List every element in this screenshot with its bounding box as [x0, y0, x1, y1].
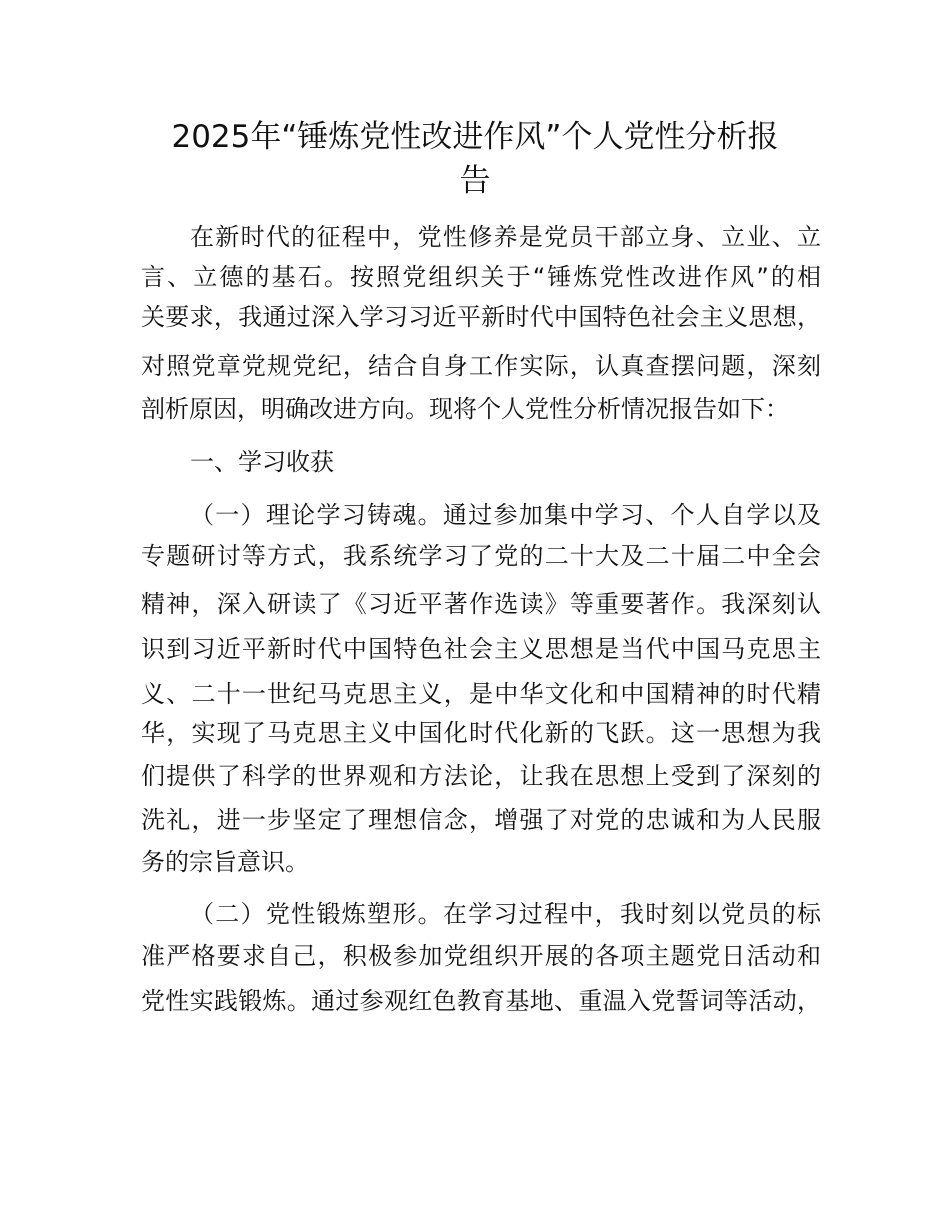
- paragraph-practice-line: （二）党性锻炼塑形。在学习过程中，我时刻以党员的标: [190, 900, 821, 928]
- paragraph-theory-line: 义、二十一世纪马克思主义，是中华文化和中国精神的时代精: [141, 680, 821, 708]
- paragraph-intro-line: 在新时代的征程中，党性修养是党员干部立身、立业、立: [190, 223, 821, 251]
- paragraph-theory-line: 精神，深入研读了《习近平著作选读》等重要著作。我深刻认: [141, 590, 821, 618]
- section-heading: 一、学习收获: [190, 448, 334, 476]
- paragraph-intro-line: 剖析原因，明确改进方向。现将个人党性分析情况报告如下：: [141, 395, 789, 423]
- paragraph-theory-line: 们提供了科学的世界观和方法论，让我在思想上受到了深刻的: [141, 762, 821, 790]
- paragraph-theory-line: 洗礼，进一步坚定了理想信念，增强了对党的忠诚和为人民服: [141, 806, 821, 834]
- paragraph-theory-line: 务的宗旨意识。: [141, 848, 309, 876]
- paragraph-theory-line: 识到习近平新时代中国特色社会主义思想是当代中国马克思主: [141, 635, 821, 663]
- document-title-line-1: 2025年“锤炼党性改进作风”个人党性分析报: [171, 119, 779, 155]
- paragraph-practice-line: 党性实践锻炼。通过参观红色教育基地、重温入党誓词等活动，: [141, 987, 821, 1015]
- paragraph-practice-line: 准严格要求自己，积极参加党组织开展的各项主题党日活动和: [141, 942, 821, 970]
- paragraph-intro-line: 言、立德的基石。按照党组织关于“锤炼党性改进作风”的相: [141, 263, 821, 291]
- document-title-line-2: 告: [459, 163, 491, 199]
- paragraph-theory-line: 专题研讨等方式，我系统学习了党的二十大及二十届二中全会: [141, 542, 821, 570]
- paragraph-theory-line: 华，实现了马克思主义中国化时代化新的飞跃。这一思想为我: [141, 719, 821, 747]
- paragraph-intro-line: 关要求，我通过深入学习习近平新时代中国特色社会主义思想，: [141, 303, 821, 331]
- paragraph-intro-line: 对照党章党规党纪，结合自身工作实际，认真查摆问题，深刻: [141, 352, 821, 380]
- paragraph-theory-line: （一）理论学习铸魂。通过参加集中学习、个人自学以及: [190, 501, 821, 529]
